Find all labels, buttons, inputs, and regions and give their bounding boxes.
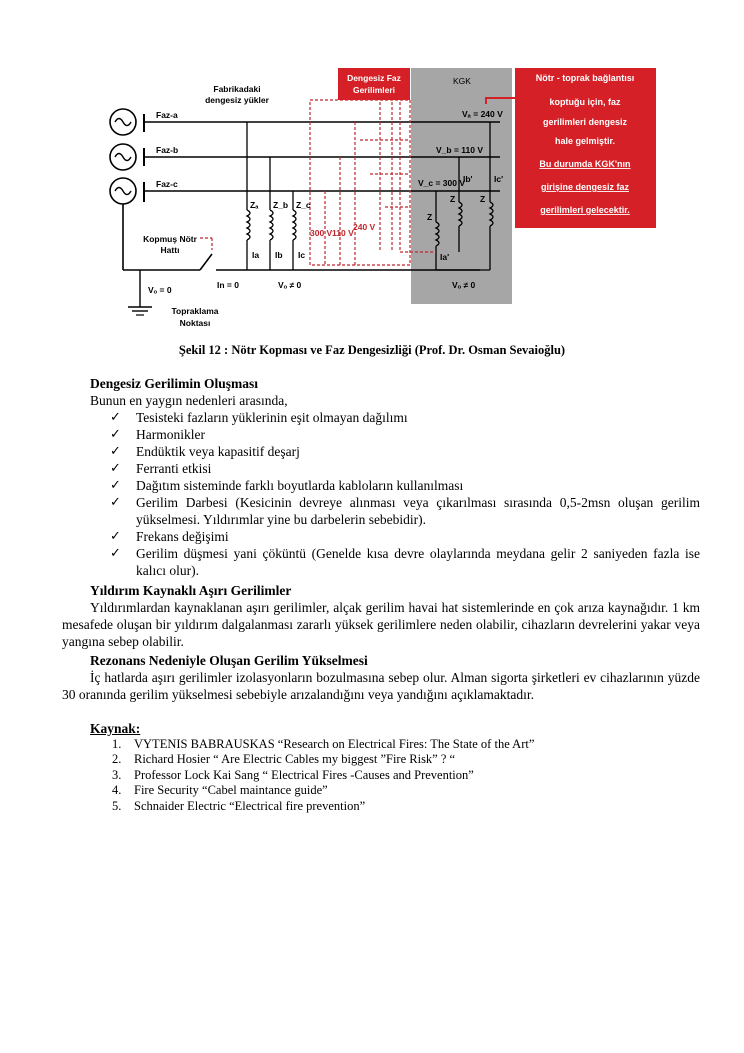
svg-text:Vₒ = 0: Vₒ = 0 (148, 285, 172, 295)
svg-text:Ib: Ib (275, 250, 283, 260)
svg-text:Z_c: Z_c (296, 200, 311, 210)
svg-text:Fabrikadaki: Fabrikadaki (213, 84, 261, 94)
section-intro: Bunun en yaygın nedenleri arasında, (90, 393, 288, 408)
warning-box (515, 68, 656, 228)
svg-text:Ia: Ia (252, 250, 260, 260)
list-item: ✓ Endüktik veya kapasitif deşarj (90, 443, 700, 460)
load-za (247, 122, 250, 270)
svg-text:Dengesiz Faz: Dengesiz Faz (347, 73, 401, 83)
svg-text:Faz-c: Faz-c (156, 179, 178, 189)
svg-text:Topraklama: Topraklama (171, 306, 219, 316)
section-resonance (90, 652, 700, 669)
svg-text:Faz-b: Faz-b (156, 145, 179, 155)
svg-text:hale gelmiştir.: hale gelmiştir. (554, 136, 616, 146)
svg-text:Z: Z (427, 212, 433, 222)
load-zb (270, 157, 273, 270)
sources (90, 720, 700, 814)
svg-text:V_c = 300 V: V_c = 300 V (418, 178, 466, 188)
svg-text:koptuğu için, faz: koptuğu için, faz (549, 97, 621, 107)
svg-text:Ic': Ic' (494, 174, 504, 184)
source-b (110, 144, 136, 170)
list-item: ✓ Gerilim Darbesi (Kesicinin devreye alınması veya çıkarılması sırasında 0,5-2msn oluşan gerilim yükselmesi. Yıldırımlar yine bu darbelerin sebebidir). (90, 494, 700, 528)
list-item: 5. Schnaider Electric “Electrical fire prevention” (112, 798, 366, 813)
list-item: 3. Professor Lock Kai Sang “ Electrical Fires -Causes and Prevention” (112, 767, 474, 782)
svg-text:Zₐ: Zₐ (250, 200, 259, 210)
svg-text:Ic: Ic (298, 250, 306, 260)
list-item: 4. Fire Security “Cabel maintance guide” (112, 783, 328, 798)
svg-text:Z: Z (450, 194, 456, 204)
svg-text:KGK: KGK (453, 76, 471, 86)
svg-text:Z_b: Z_b (273, 200, 289, 210)
svg-text:Nötr - toprak bağlantısı: Nötr - toprak bağlantısı (535, 73, 635, 83)
list-item: ✓ Ferranti etkisi (90, 460, 700, 477)
list-item: ✓ Dağıtım sisteminde farklı boyutlarda kabloların kullanılması (90, 477, 700, 494)
section-lightning (90, 582, 700, 599)
svg-text:girişine dengesiz faz: girişine dengesiz faz (540, 182, 630, 192)
svg-text:240 V: 240 V (353, 222, 376, 232)
section-unbalanced (90, 375, 700, 579)
svg-text:Noktası: Noktası (179, 318, 211, 328)
list-item: ✓ Tesisteki fazların yüklerinin eşit olmayan dağılımı (90, 409, 700, 426)
list-item: 2. Richard Hosier “ Are Electric Cables my biggest ”Fire Risk” ? “ (112, 752, 456, 767)
svg-text:In = 0: In = 0 (217, 280, 239, 290)
reference-list (90, 737, 700, 814)
svg-text:300 V: 300 V (310, 228, 333, 238)
section-body: İç hatlarda aşırı gerilimler izolasyonların bozulmasına sebep olur. Alman sigorta şirketleri ev cihazlarının yüzde 30 oranında gerilim yükselmesi sebebiyle arızalandığını veya yandığını açıklamaktadır. (62, 670, 700, 702)
svg-text:Ia': Ia' (440, 252, 450, 262)
figure-caption: Şekil 12 : Nötr Kopması ve Faz Dengesizliği (Prof. Dr. Osman Sevaioğlu) (178, 343, 566, 357)
source-c (110, 178, 136, 204)
section-title: Dengesiz Gerilimin Oluşması (90, 376, 258, 391)
svg-text:110 V: 110 V (332, 228, 354, 238)
svg-text:Vₒ ≠ 0: Vₒ ≠ 0 (452, 280, 476, 290)
svg-text:Ib': Ib' (463, 174, 473, 184)
svg-text:gerilimleri dengesiz: gerilimleri dengesiz (542, 117, 628, 127)
svg-text:V_b = 110 V: V_b = 110 V (436, 145, 484, 155)
list-item: ✓ Gerilim düşmesi yani çöküntü (Genelde kısa devre olaylarında meydana gelir 2 saniyeden fazla ise kalıcı olur). (90, 545, 700, 579)
svg-text:Gerilimleri: Gerilimleri (352, 85, 396, 95)
sources-title: Kaynak: (90, 721, 141, 736)
svg-text:Z: Z (480, 194, 486, 204)
svg-text:Vₐ = 240 V: Vₐ = 240 V (462, 109, 503, 119)
svg-text:Vₒ ≠ 0: Vₒ ≠ 0 (278, 280, 302, 290)
cause-list (90, 409, 700, 579)
section-title: Yıldırım Kaynaklı Aşırı Gerilimler (90, 583, 292, 598)
svg-text:Kopmuş Nötr: Kopmuş Nötr (143, 234, 197, 244)
svg-text:dengesiz yükler: dengesiz yükler (205, 95, 269, 105)
list-item: ✓ Harmonikler (90, 426, 700, 443)
svg-text:gerilimleri gelecektir.: gerilimleri gelecektir. (540, 205, 630, 215)
section-body: Yıldırımlardan kaynaklanan aşırı gerilimler, alçak gerilim havai hat sistemlerinde en çok arıza kaynağıdır. 1 km mesafede oluşan bir yıldırım dalgalanması zararlı yüksek gerilimlere neden olabilir, cihazların devrelerini yakar veya yangına sebep olabilir. (62, 600, 700, 649)
list-item: ✓ Frekans değişimi (90, 528, 700, 545)
list-item: 1. VYTENIS BABRAUSKAS “Research on Electrical Fires: The State of the Art” (112, 737, 535, 751)
svg-text:Hattı: Hattı (160, 245, 180, 255)
svg-text:Bu durumda KGK'nın: Bu durumda KGK'nın (539, 159, 631, 169)
circuit-diagram (100, 62, 656, 336)
svg-text:Faz-a: Faz-a (156, 110, 178, 120)
source-a (110, 109, 136, 135)
section-title: Rezonans Nedeniyle Oluşan Gerilim Yükselmesi (90, 653, 368, 668)
